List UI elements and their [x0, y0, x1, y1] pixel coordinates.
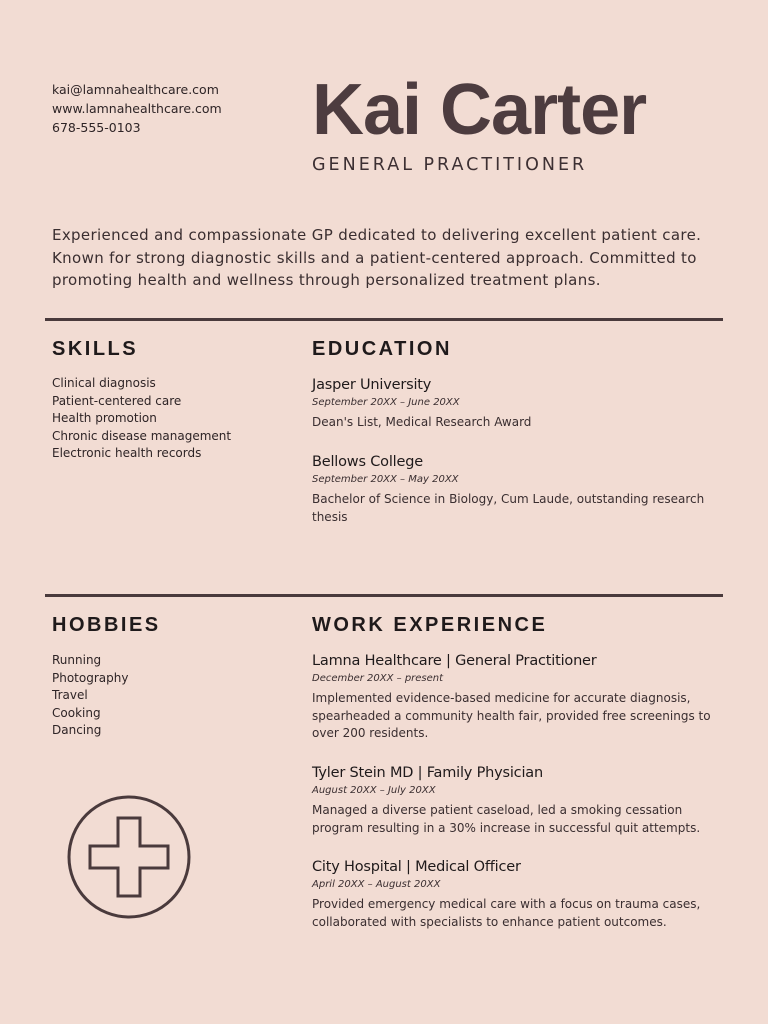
entry-title: Tyler Stein MD | Family Physician: [312, 765, 543, 781]
list-item: Dancing: [52, 723, 102, 737]
entry-title: Jasper University: [312, 377, 432, 393]
contact-email[interactable]: kai@lamnahealthcare.com: [52, 82, 219, 97]
entry-date: September 20XX – May 20XX: [312, 474, 459, 485]
entry-title: Lamna Healthcare | General Practitioner: [312, 653, 597, 669]
contact-block: [52, 80, 222, 137]
entry-description: Provided emergency medical care with a focus on trauma cases, collaborated with specialists to enhance patient outcomes.: [312, 897, 701, 929]
entry-date: August 20XX – July 20XX: [312, 785, 436, 796]
entry-date: September 20XX – June 20XX: [312, 397, 460, 408]
entry-description: Bachelor of Science in Biology, Cum Laude, outstanding research thesis: [312, 492, 705, 524]
list-item: Electronic health records: [52, 446, 202, 460]
contact-website[interactable]: www.lamnahealthcare.com: [52, 101, 222, 116]
hobbies-list: [52, 652, 128, 740]
entry-title: City Hospital | Medical Officer: [312, 859, 521, 875]
entry-date: April 20XX – August 20XX: [312, 879, 441, 890]
education-entry: [312, 454, 717, 526]
job-title: GENERAL PRACTITIONER: [312, 155, 588, 175]
list-item: Photography: [52, 670, 129, 685]
list-item: Chronic disease management: [52, 428, 232, 443]
work-entry: [312, 765, 717, 837]
entry-description: Implemented evidence-based medicine for accurate diagnosis, spearheaded a community health fair, provided free screenings to over 200 residents.: [312, 691, 711, 740]
list-item: Running: [52, 653, 102, 667]
contact-phone[interactable]: 678-555-0103: [52, 120, 141, 135]
education-heading: EDUCATION: [312, 338, 452, 360]
section-divider: [45, 318, 723, 321]
list-item: Clinical diagnosis: [52, 376, 156, 390]
list-item: Travel: [52, 688, 88, 702]
entry-description: Dean's List, Medical Research Award: [312, 415, 532, 429]
candidate-name: Kai Carter: [312, 70, 647, 150]
entry-description: Managed a diverse patient caseload, led a smoking cessation program resulting in a 30% increase in successful quit attempts.: [312, 803, 701, 835]
list-item: Cooking: [52, 705, 101, 720]
entry-title: Bellows College: [312, 454, 423, 470]
section-divider: [45, 594, 723, 597]
hobbies-heading: HOBBIES: [52, 614, 161, 636]
list-item: Patient-centered care: [52, 393, 182, 408]
work-entry: [312, 653, 717, 743]
medical-cross-icon: [67, 795, 191, 919]
skills-list: [52, 375, 231, 463]
work-entry: [312, 859, 717, 931]
work-experience-heading: WORK EXPERIENCE: [312, 614, 548, 636]
entry-date: December 20XX – present: [312, 673, 444, 684]
education-entry: [312, 377, 717, 432]
skills-heading: SKILLS: [52, 338, 139, 360]
list-item: Health promotion: [52, 411, 157, 425]
profile-summary: Experienced and compassionate GP dedicated to delivering excellent patient care. Known for strong diagnostic skills and a patient-centered approach. Committed to promoting health and wellness through personalized treatment plans.: [52, 226, 702, 289]
